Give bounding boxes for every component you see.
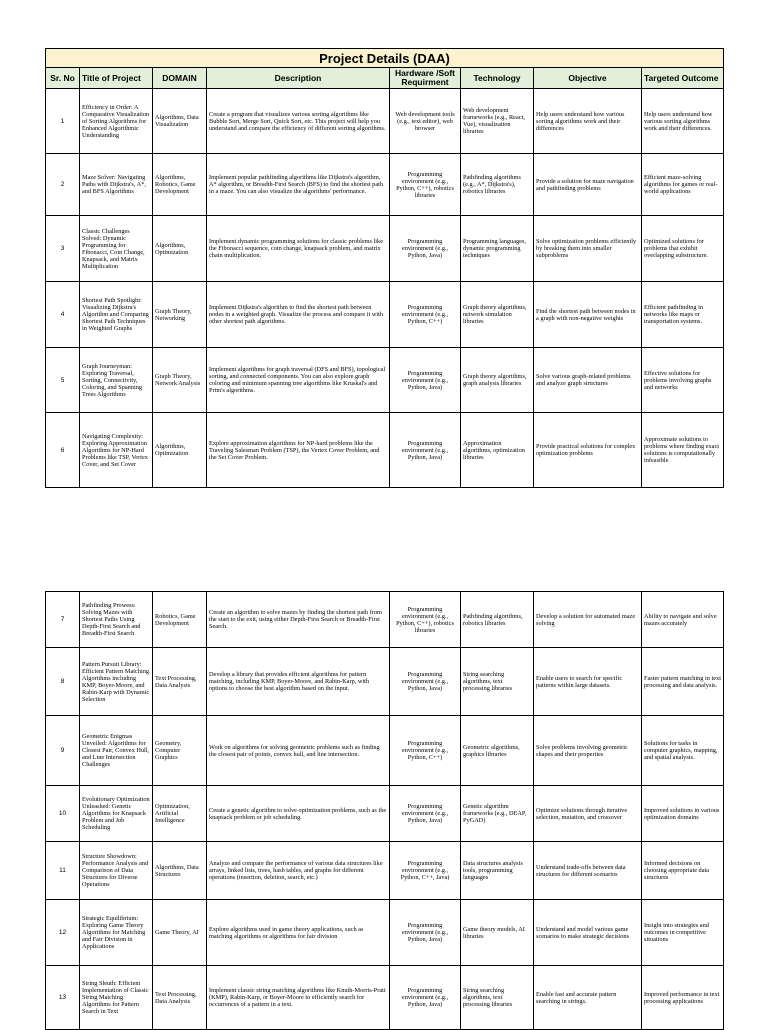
technology-cell: Data structures analysis tools, programming languages [461, 842, 534, 900]
hardware-cell: Programming environment (e.g., Python, C++, Java) [390, 842, 461, 900]
sr-no-cell: 9 [46, 716, 80, 786]
domain-cell: Graph Theory, Networking [153, 282, 207, 348]
domain-cell: Optimization, Artificial Intelligence [153, 786, 207, 842]
objective-cell: Enable users to search for specific patterns within large datasets. [534, 648, 642, 716]
technology-cell: Graph theory algorithms, network simulation libraries [461, 282, 534, 348]
technology-cell: Approximation algorithms, optimization libraries [461, 413, 534, 488]
table-body-1 [46, 89, 724, 488]
header-sr-no: Sr. No [46, 68, 80, 89]
table-row [46, 282, 724, 348]
header-hardware: Hardware /Soft Requirment [390, 68, 461, 89]
objective-cell: Optimize solutions through iterative selection, mutation, and crossover [534, 786, 642, 842]
description-cell: Create a program that visualizes various sorting algorithms like Bubble Sort, Merge Sort, Quick Sort, etc. This project will help you understand and compare the efficiency of different sorting algorithms. [207, 89, 390, 154]
description-cell: Create a genetic algorithm to solve optimization problems, such as the knapsack problem or job scheduling. [207, 786, 390, 842]
technology-cell: String searching algorithms, text processing libraries [461, 648, 534, 716]
outcome-cell: Informed decisions on choosing appropriate data structures [642, 842, 724, 900]
objective-cell: Provide a solution for maze navigation and pathfinding problems [534, 154, 642, 216]
table-row [46, 592, 724, 648]
sr-no-cell: 13 [46, 966, 80, 1030]
sr-no-cell: 11 [46, 842, 80, 900]
domain-cell: Algorithms, Data Visualization [153, 89, 207, 154]
description-cell: Create an algorithm to solve mazes by finding the shortest path from the start to the exit, using either Depth-First Search or Breadth-First Search. [207, 592, 390, 648]
technology-cell: String searching algorithms, text processing libraries [461, 966, 534, 1030]
title-cell: Geometric Enigmas Unveiled: Algorithms for Closest Pair, Convex Hull, and Line Intersection Challenges [80, 716, 153, 786]
title-cell: Graph Journeyman: Exploring Traversal, Sorting, Connectivity, Coloring, and Spanning Trees Algorithms [80, 348, 153, 413]
technology-cell: Pathfinding algorithms, robotics libraries [461, 592, 534, 648]
outcome-cell: Help users understand how various sorting algorithms work and their differences. [642, 89, 724, 154]
table-row [46, 842, 724, 900]
sr-no-cell: 2 [46, 154, 80, 216]
project-table-page-2 [45, 591, 724, 1030]
objective-cell: Find the shortest path between nodes in a graph with non-negative weights [534, 282, 642, 348]
table-row [46, 216, 724, 282]
hardware-cell: Programming environment (e.g., Python, Java) [390, 966, 461, 1030]
description-cell: Explore approximation algorithms for NP-hard problems like the Traveling Salesman Problem (TSP), the Vertex Cover Problem, and the Set Cover Problem. [207, 413, 390, 488]
table-row [46, 154, 724, 216]
domain-cell: Game Theory, AI [153, 900, 207, 966]
table-row [46, 648, 724, 716]
hardware-cell: Programming environment (e.g., Python, C++) [390, 282, 461, 348]
technology-cell: Pathfinding algorithms (e.g., A*, Dijkstra's), robotics libraries [461, 154, 534, 216]
table-row [46, 786, 724, 842]
title-cell: Shortest Path Spotlight: Visualizing Dijkstra's Algorithm and Comparing Shortest Path Techniques in Weighted Graphs [80, 282, 153, 348]
objective-cell: Solve various graph-related problems and analyze graph structures [534, 348, 642, 413]
domain-cell: Text Processing, Data Analysis [153, 966, 207, 1030]
table-row [46, 716, 724, 786]
hardware-cell: Programming environment (e.g., Python, Java) [390, 648, 461, 716]
title-cell: Structure Showdown: Performance Analysis and Comparison of Data Structures for Diverse Operations [80, 842, 153, 900]
domain-cell: Robotics, Game Development [153, 592, 207, 648]
sr-no-cell: 10 [46, 786, 80, 842]
domain-cell: Algorithms, Optimization [153, 216, 207, 282]
header-domain: DOMAIN [153, 68, 207, 89]
objective-cell: Provide practical solutions for complex optimization problems [534, 413, 642, 488]
objective-cell: Enable fast and accurate pattern searching in strings. [534, 966, 642, 1030]
description-cell: Develop a library that provides efficient algorithms for pattern matching, including KMP, Boyer-Moore, and Rabin-Karp, with options to choose the best algorithm based on the input. [207, 648, 390, 716]
outcome-cell: Ability to navigate and solve mazes accurately [642, 592, 724, 648]
header-objective: Objective [534, 68, 642, 89]
outcome-cell: Efficient pathfinding in networks like maps or transportation systems. [642, 282, 724, 348]
sr-no-cell: 1 [46, 89, 80, 154]
domain-cell: Algorithms, Optimization [153, 413, 207, 488]
objective-cell: Help users understand how various sorting algorithms work and their differences [534, 89, 642, 154]
objective-cell: Solve optimization problems efficiently by breaking them into smaller subproblems [534, 216, 642, 282]
hardware-cell: Programming environment (e.g., Python, Java) [390, 413, 461, 488]
header-description: Description [207, 68, 390, 89]
hardware-cell: Web development tools (e.g., text editor), web browser [390, 89, 461, 154]
outcome-cell: Solutions for tasks in computer graphics, mapping, and spatial analysis. [642, 716, 724, 786]
outcome-cell: Improved solutions in various optimization domains [642, 786, 724, 842]
sr-no-cell: 8 [46, 648, 80, 716]
project-table-page-1 [45, 48, 724, 488]
table-row [46, 348, 724, 413]
title-cell: Efficiency in Order: A Comparative Visualization of Sorting Algorithms for Enhanced Algorithmic Understanding [80, 89, 153, 154]
description-cell: Implement Dijkstra's algorithm to find the shortest path between nodes in a weighted graph. Visualize the process and compare it with other shortest path algorithms. [207, 282, 390, 348]
technology-cell: Web development frameworks (e.g., React, Vue), visualization libraries [461, 89, 534, 154]
table-row [46, 413, 724, 488]
description-cell: Implement algorithms for graph traversal (DFS and BFS), topological sorting, and connected components. You can also explore graph coloring and minimum spanning tree algorithms like Kruskal's and Prim's algorithms. [207, 348, 390, 413]
title-cell: Evolutionary Optimization Unleashed: Genetic Algorithms for Knapsack Problem and Job Scheduling [80, 786, 153, 842]
title-cell: String Sleuth: Efficient Implementation of Classic String Matching Algorithms for Pattern Search in Text [80, 966, 153, 1030]
title-cell: Strategic Equilibrium: Exploring Game Theory Algorithms for Matching and Fair Division in Applications [80, 900, 153, 966]
sr-no-cell: 5 [46, 348, 80, 413]
hardware-cell: Programming environment (e.g., Python, Java) [390, 900, 461, 966]
description-cell: Implement dynamic programming solutions for classic problems like the Fibonacci sequence, coin change, knapsack problem, and matrix chain multiplication. [207, 216, 390, 282]
sr-no-cell: 4 [46, 282, 80, 348]
domain-cell: Graph Theory, Network Analysis [153, 348, 207, 413]
hardware-cell: Programming environment (e.g., Python, Java) [390, 216, 461, 282]
technology-cell: Game theory models, AI libraries [461, 900, 534, 966]
technology-cell: Graph theory algorithms, graph analysis libraries [461, 348, 534, 413]
header-title: Title of Project [80, 68, 153, 89]
domain-cell: Text Processing, Data Analysis [153, 648, 207, 716]
domain-cell: Geometry, Computer Graphics [153, 716, 207, 786]
outcome-cell: Faster pattern matching in text processing and data analysis. [642, 648, 724, 716]
description-cell: Work on algorithms for solving geometric problems such as finding the closest pair of points, convex hull, and line intersection. [207, 716, 390, 786]
header-row [46, 68, 724, 89]
header-technology: Technology [461, 68, 534, 89]
table-row [46, 89, 724, 154]
description-cell: Analyze and compare the performance of various data structures like arrays, linked lists, trees, hash tables, and graphs for different operations (insertion, deletion, search, etc.) [207, 842, 390, 900]
description-cell: Explore algorithms used in game theory applications, such as matching algorithms or algorithms for fair division [207, 900, 390, 966]
objective-cell: Understand and model various game scenarios to make strategic decisions [534, 900, 642, 966]
hardware-cell: Programming environment (e.g., Python, C++), robotics libraries [390, 154, 461, 216]
objective-cell: Develop a solution for automated maze solving [534, 592, 642, 648]
technology-cell: Genetic algorithm frameworks (e.g., DEAP, PyGAD) [461, 786, 534, 842]
table-row [46, 966, 724, 1030]
table-row [46, 900, 724, 966]
domain-cell: Algorithms, Data Structures [153, 842, 207, 900]
hardware-cell: Programming environment (e.g., Python, C++), robotics libraries [390, 592, 461, 648]
objective-cell: Understand trade-offs between data structures for different scenarios [534, 842, 642, 900]
header-outcome: Targeted Outcome [642, 68, 724, 89]
outcome-cell: Optimized solutions for problems that exhibit overlapping substructure. [642, 216, 724, 282]
sr-no-cell: 6 [46, 413, 80, 488]
outcome-cell: Effective solutions for problems involving graphs and networks [642, 348, 724, 413]
domain-cell: Algorithms, Robotics, Game Development [153, 154, 207, 216]
technology-cell: Programming languages, dynamic programming techniques [461, 216, 534, 282]
table-title: Project Details (DAA) [46, 49, 724, 68]
outcome-cell: Approximate solutions to problems where finding exact solutions is computationally infeasible [642, 413, 724, 488]
outcome-cell: Insight into strategies and outcomes in competitive situations [642, 900, 724, 966]
title-cell: Maze Solver: Navigating Paths with Dijkstra's, A*, and BFS Algorithms [80, 154, 153, 216]
title-cell: Navigating Complexity: Exploring Approximation Algorithms for NP-Hard Problems like TSP, Vertex Cover, and Set Cover [80, 413, 153, 488]
title-cell: Pattern Pursuit Library: Efficient Pattern Matching Algorithms including KMP, Boyer-Moore, and Rabin-Karp with Dynamic Selection [80, 648, 153, 716]
objective-cell: Solve problems involving geometric shapes and their properties [534, 716, 642, 786]
outcome-cell: Efficient maze-solving algorithms for games or real-world applications [642, 154, 724, 216]
sr-no-cell: 3 [46, 216, 80, 282]
sr-no-cell: 7 [46, 592, 80, 648]
outcome-cell: Improved performance in text processing applications [642, 966, 724, 1030]
description-cell: Implement classic string matching algorithms like Knuth-Morris-Pratt (KMP), Rabin-Karp, or Boyer-Moore to efficiently search for occurrences of a pattern in a text. [207, 966, 390, 1030]
hardware-cell: Programming environment (e.g., Python, C++) [390, 716, 461, 786]
description-cell: Implement popular pathfinding algorithms like Dijkstra's algorithm, A* algorithm, or Breadth-First Search (BFS) to find the shortest path in a maze. You can also visualize the algorithms' performance. [207, 154, 390, 216]
sr-no-cell: 12 [46, 900, 80, 966]
table-body-2 [46, 592, 724, 1030]
title-cell: Pathfinding Prowess: Solving Mazes with Shortest Paths Using Depth-First Search and Breadth-First Search [80, 592, 153, 648]
technology-cell: Geometric algorithms, graphics libraries [461, 716, 534, 786]
hardware-cell: Programming environment (e.g., Python, Java) [390, 348, 461, 413]
hardware-cell: Programming environment (e.g., Python, Java) [390, 786, 461, 842]
title-cell: Classic Challenges Solved: Dynamic Programming for Fibonacci, Coin Change, Knapsack, and Matrix Multiplication [80, 216, 153, 282]
